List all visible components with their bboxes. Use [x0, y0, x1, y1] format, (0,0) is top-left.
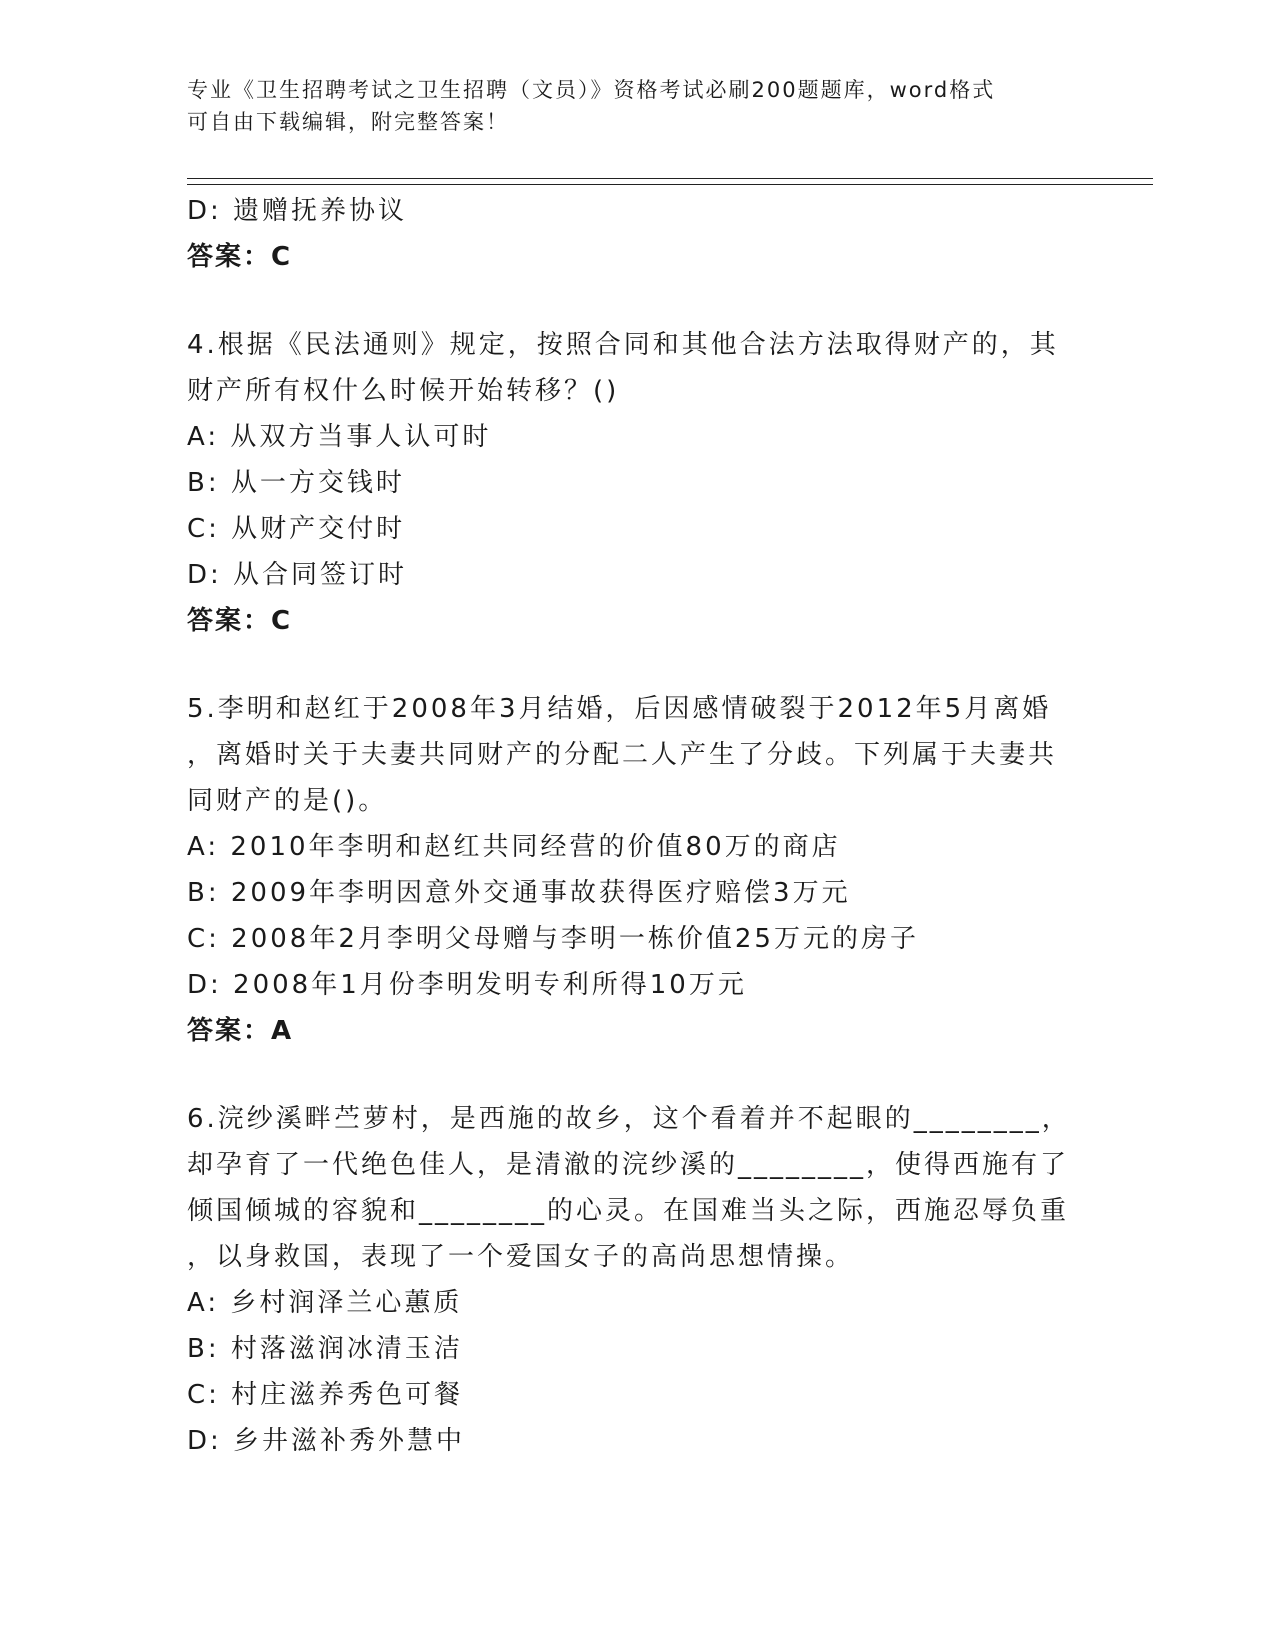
answer-line: 答案：C — [187, 606, 293, 636]
option-b: B: 村落滋润冰清玉洁 — [187, 1334, 463, 1364]
question-stem-line: 却孕育了一代绝色佳人，是清澈的浣纱溪的________，使得西施有了 — [187, 1150, 1070, 1180]
question-stem-line: 5.李明和赵红于2008年3月结婚，后因感情破裂于2012年5月离婚 — [187, 694, 1052, 724]
question-5 — [187, 686, 1067, 1054]
option-a: A: 2010年李明和赵红共同经营的价值80万的商店 — [187, 832, 841, 862]
question-stem-line: 4.根据《民法通则》规定，按照合同和其他合法方法取得财产的，其 — [187, 330, 1059, 360]
question-stem-line: ，离婚时关于夫妻共同财产的分配二人产生了分歧。下列属于夫妻共 — [187, 740, 1058, 770]
option-d: D: 乡井滋补秀外慧中 — [187, 1426, 466, 1456]
question-6 — [187, 1096, 1071, 1464]
option-d: D: 遗赠抚养协议 — [187, 196, 408, 226]
header-line-2: 可自由下载编辑，附完整答案！ — [187, 110, 509, 134]
option-c: C: 2008年2月李明父母赠与李明一栋价值25万元的房子 — [187, 924, 919, 954]
question-stem-line: 财产所有权什么时候开始转移？() — [187, 376, 620, 406]
question-stem-line: 倾国倾城的容貌和________的心灵。在国难当头之际，西施忍辱负重 — [187, 1196, 1070, 1226]
option-b: B: 2009年李明因意外交通事故获得医疗赔偿3万元 — [187, 878, 851, 908]
answer-line: 答案：C — [187, 242, 293, 272]
option-c: C: 村庄滋养秀色可餐 — [187, 1380, 464, 1410]
option-b: B: 从一方交钱时 — [187, 468, 405, 498]
question-stem-line: 同财产的是()。 — [187, 786, 388, 816]
option-d: D: 2008年1月份李明发明专利所得10万元 — [187, 970, 747, 1000]
continued-question — [187, 188, 1067, 280]
option-a: A: 从双方当事人认可时 — [187, 422, 492, 452]
question-stem-line: ，以身救国，表现了一个爱国女子的高尚思想情操。 — [187, 1242, 855, 1272]
answer-line: 答案：A — [187, 1016, 294, 1046]
question-stem-line: 6.浣纱溪畔苎萝村，是西施的故乡，这个看着并不起眼的________， — [187, 1104, 1071, 1134]
header-divider — [187, 178, 1153, 185]
header-line-1: 专业《卫生招聘考试之卫生招聘（文员）》资格考试必刷200题题库，word格式 — [187, 78, 996, 102]
question-content — [187, 188, 1071, 1464]
document-header — [187, 74, 1067, 138]
option-d: D: 从合同签订时 — [187, 560, 408, 590]
question-4 — [187, 322, 1067, 644]
option-c: C: 从财产交付时 — [187, 514, 406, 544]
option-a: A: 乡村润泽兰心蕙质 — [187, 1288, 463, 1318]
